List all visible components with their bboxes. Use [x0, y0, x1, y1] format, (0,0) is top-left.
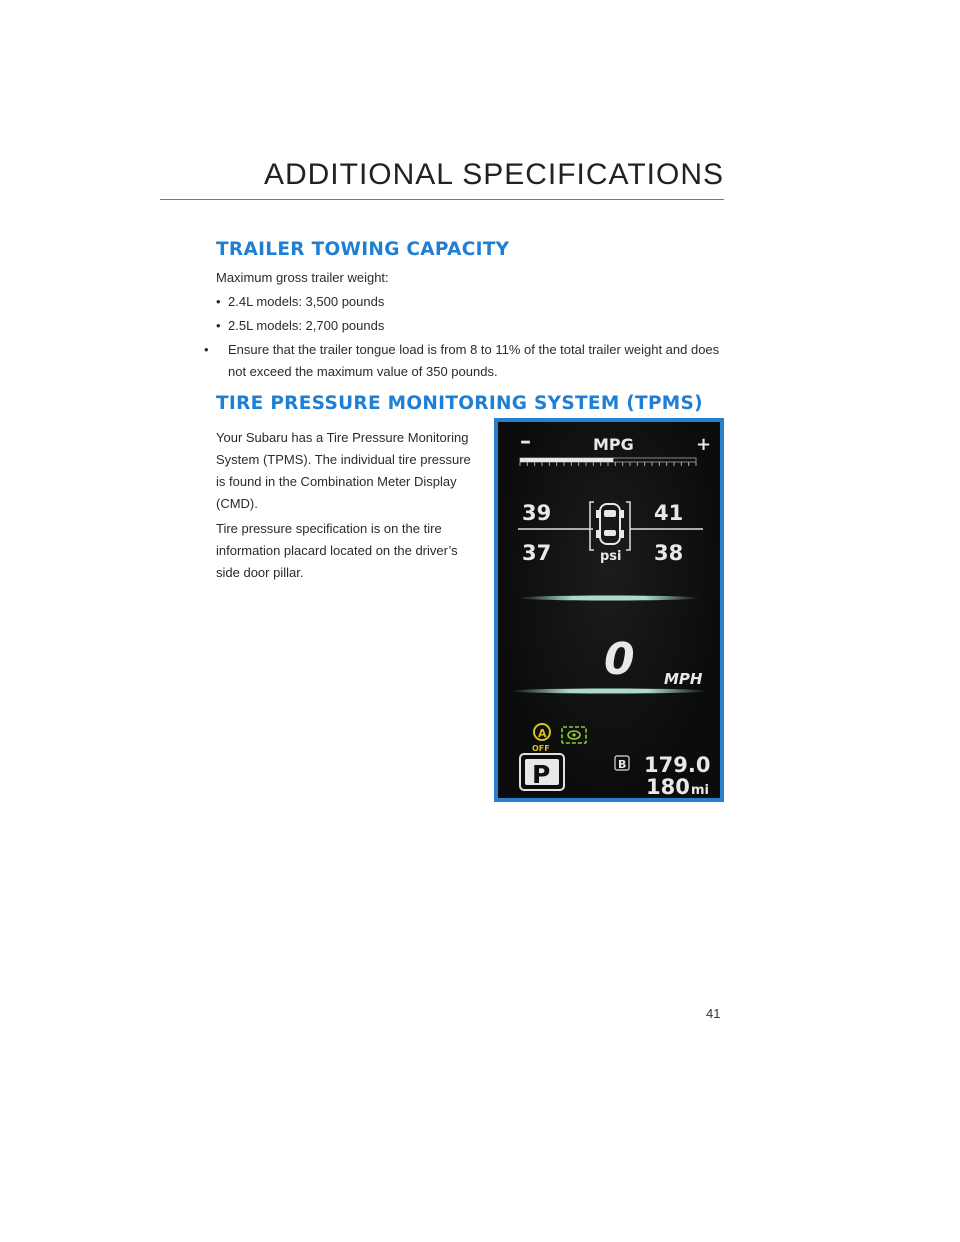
header-divider	[160, 199, 724, 200]
tire-front-left-pressure: 39	[522, 501, 552, 525]
trip-odometer-value: 179.0	[644, 753, 711, 777]
psi-label: psi	[600, 549, 622, 564]
speed-glow-top	[519, 596, 699, 601]
range-value: 180	[646, 775, 690, 798]
bullet-icon: •	[216, 294, 221, 309]
mpg-plus-label: +	[696, 434, 712, 455]
gear-position: P	[532, 760, 551, 789]
list-item	[216, 315, 384, 337]
bullet-icon: •	[216, 318, 221, 333]
car-top-view-icon	[590, 502, 630, 550]
mpg-bar-fill	[520, 458, 613, 462]
mpg-minus-label: –	[520, 429, 531, 454]
page-number: 41	[706, 1006, 721, 1021]
tpms-paragraph: Your Subaru has a Tire Pressure Monitoring System (TPMS). The individual tire pressure is found in the Combination Meter Display (CMD).	[216, 430, 471, 511]
svg-text:A: A	[538, 727, 547, 740]
bullet-text: 2.5L models: 2,700 pounds	[228, 318, 385, 333]
display-screen	[498, 422, 720, 798]
tire-rear-right-pressure: 38	[654, 541, 684, 565]
display-graphic	[498, 422, 720, 798]
mpg-bar-ticks	[520, 462, 696, 466]
section-title: ADDITIONAL SPECIFICATIONS	[263, 158, 724, 191]
auto-start-stop-off-icon	[532, 724, 550, 753]
speed-glow-bottom	[511, 689, 707, 694]
eyesight-indicator-icon	[562, 727, 586, 743]
bullet-text: Ensure that the trailer tongue load is from 8 to 11% of the total trailer weight and does not exceed the maximum value of 350 pounds.	[228, 342, 720, 379]
trailer-towing-heading: TRAILER TOWING CAPACITY	[216, 239, 510, 260]
tpms-heading: TIRE PRESSURE MONITORING SYSTEM (TPMS)	[216, 393, 703, 414]
bullet-text: 2.4L models: 3,500 pounds	[228, 294, 385, 309]
combination-meter-display-photo	[494, 418, 724, 802]
tpms-spec-paragraph: Tire pressure specification is on the tire information placard located on the driver’s side door pillar.	[216, 521, 458, 580]
speed-value: 0	[604, 634, 635, 685]
list-item	[204, 339, 738, 383]
svg-text:OFF: OFF	[532, 744, 550, 753]
speed-unit: MPH	[664, 670, 703, 688]
bullet-icon: •	[204, 342, 209, 357]
tire-front-right-pressure: 41	[654, 501, 684, 525]
trip-label: B	[618, 758, 627, 771]
trailer-intro: Maximum gross trailer weight:	[216, 270, 389, 285]
mpg-label: MPG	[593, 435, 634, 454]
list-item	[216, 291, 384, 313]
range-unit: mi	[691, 783, 710, 798]
tire-rear-left-pressure: 37	[522, 541, 552, 565]
